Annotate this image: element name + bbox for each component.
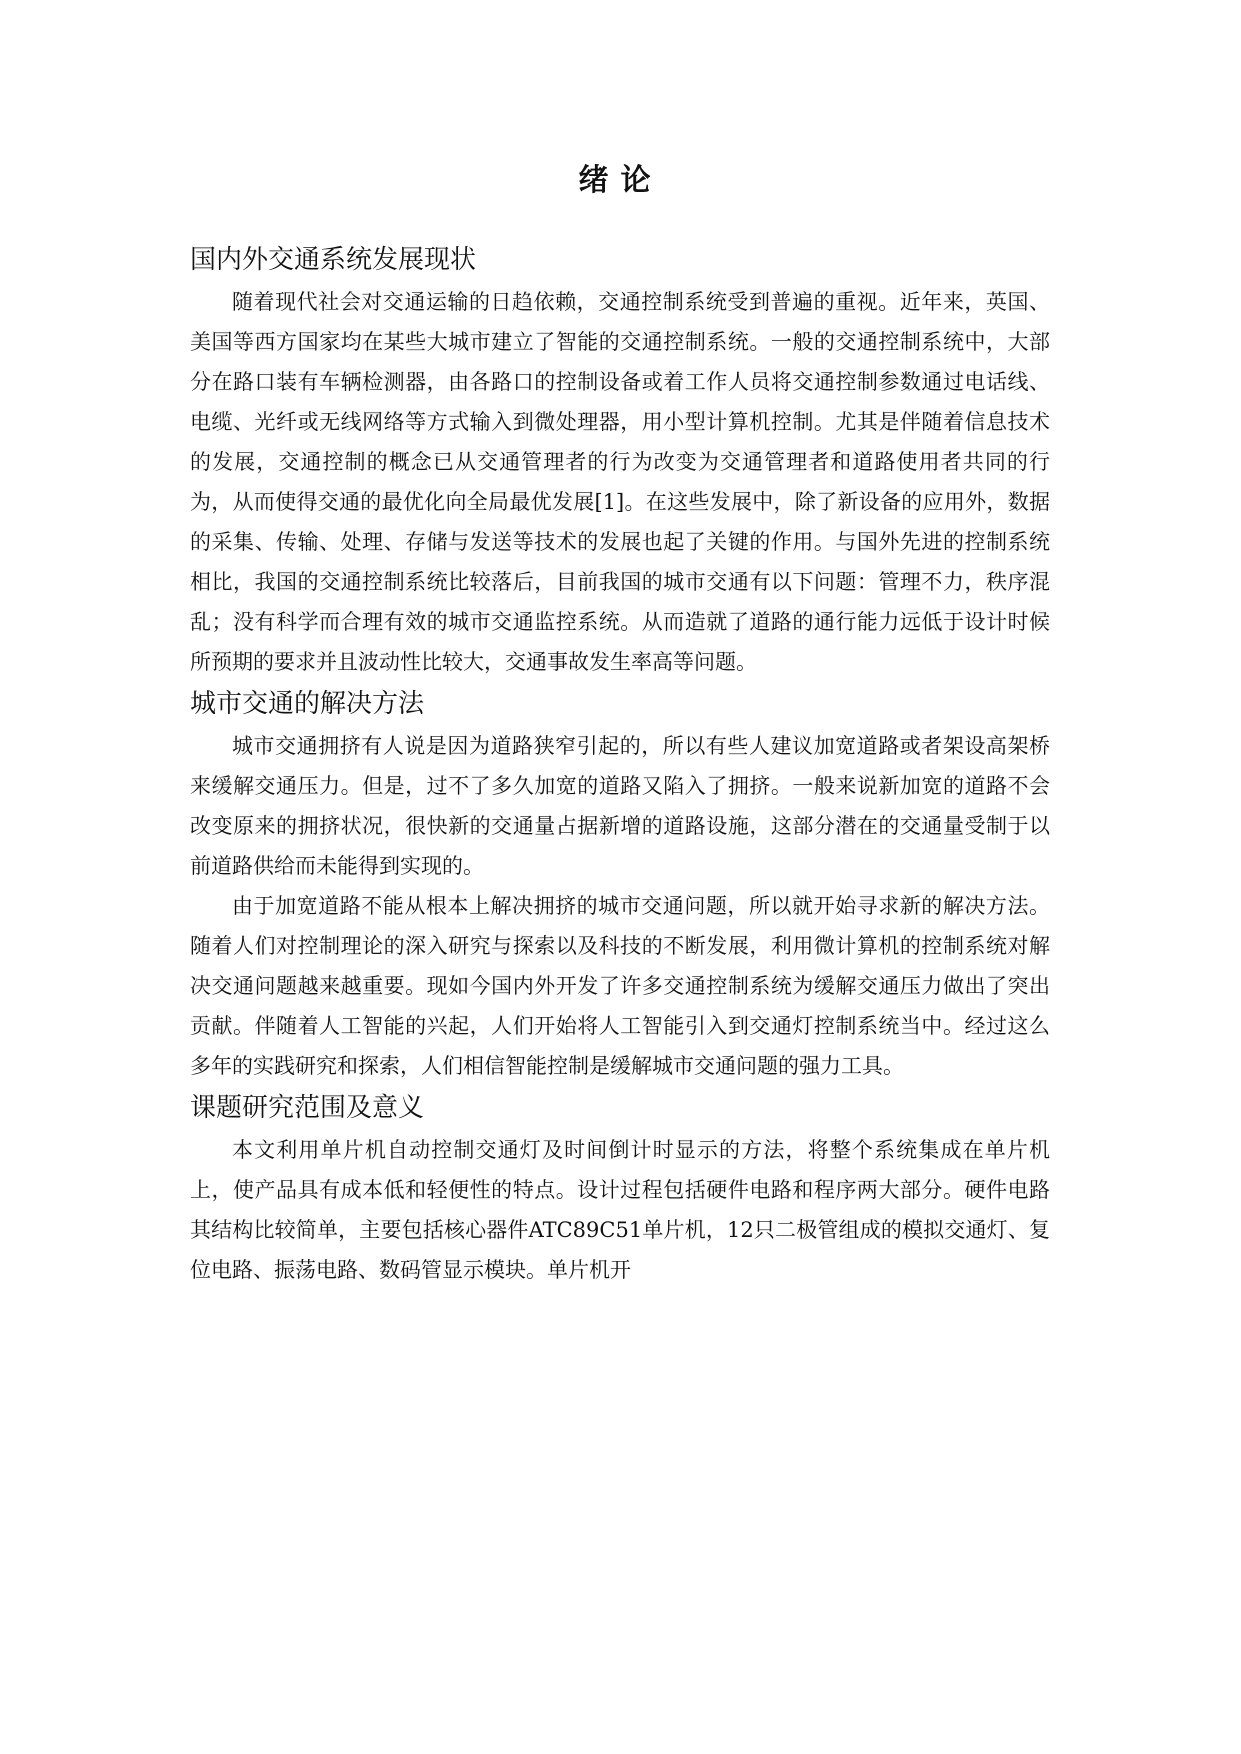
section-heading: 课题研究范围及意义 [190, 1093, 425, 1123]
paragraph: 城市交通拥挤有人说是因为道路狭窄引起的，所以有些人建议加宽道路或者架设高架桥来缓解交通压力。但是，过不了多久加宽的道路又陷入了拥挤。一般来说新加宽的道路不会改变原来的拥挤状况，很快新的交通量占据新增的道路设施，这部分潜在的交通量受制于以前道路供给而未能得到实现的。 [190, 734, 1050, 878]
paragraph: 由于加宽道路不能从根本上解决拥挤的城市交通问题，所以就开始寻求新的解决方法。随着人们对控制理论的深入研究与探索以及科技的不断发展，利用微计算机的控制系统对解决交通问题越来越重要。现如今国内外开发了许多交通控制系统为缓解交通压力做出了突出贡献。伴随着人工智能的兴起，人们开始将人工智能引入到交通灯控制系统当中。经过这么多年的实践研究和探索，人们相信智能控制是缓解城市交通问题的强力工具。 [190, 894, 1050, 1078]
section-heading: 城市交通的解决方法 [190, 689, 425, 719]
page-title: 绪论 [578, 163, 663, 198]
document-body [190, 238, 1050, 1290]
paragraph: 随着现代社会对交通运输的日趋依赖，交通控制系统受到普遍的重视。近年来，英国、美国等西方国家均在某些大城市建立了智能的交通控制系统。一般的交通控制系统中，大部分在路口装有车辆检测器，由各路口的控制设备或着工作人员将交通控制参数通过电话线、电缆、光纤或无线网络等方式输入到微处理器，用小型计算机控制。尤其是伴随着信息技术的发展，交通控制的概念已从交通管理者的行为改变为交通管理者和道路使用者共同的行为，从而使得交通的最优化向全局最优发展[1]。在这些发展中，除了新设备的应用外，数据的采集、传输、处理、存储与发送等技术的发展也起了关键的作用。与国外先进的控制系统相比，我国的交通控制系统比较落后，目前我国的城市交通有以下问题：管理不力，秩序混乱；没有科学而合理有效的城市交通监控系统。从而造就了道路的通行能力远低于设计时候所预期的要求并且波动性比较大，交通事故发生率高等问题。 [190, 290, 1050, 674]
section-heading: 国内外交通系统发展现状 [190, 245, 477, 275]
paragraph: 本文利用单片机自动控制交通灯及时间倒计时显示的方法，将整个系统集成在单片机上，使产品具有成本低和轻便性的特点。设计过程包括硬件电路和程序两大部分。硬件电路其结构比较简单，主要包括核心器件ATC89C51单片机，12只二极管组成的模拟交通灯、复位电路、振荡电路、数码管显示模块。单片机开 [190, 1138, 1050, 1282]
